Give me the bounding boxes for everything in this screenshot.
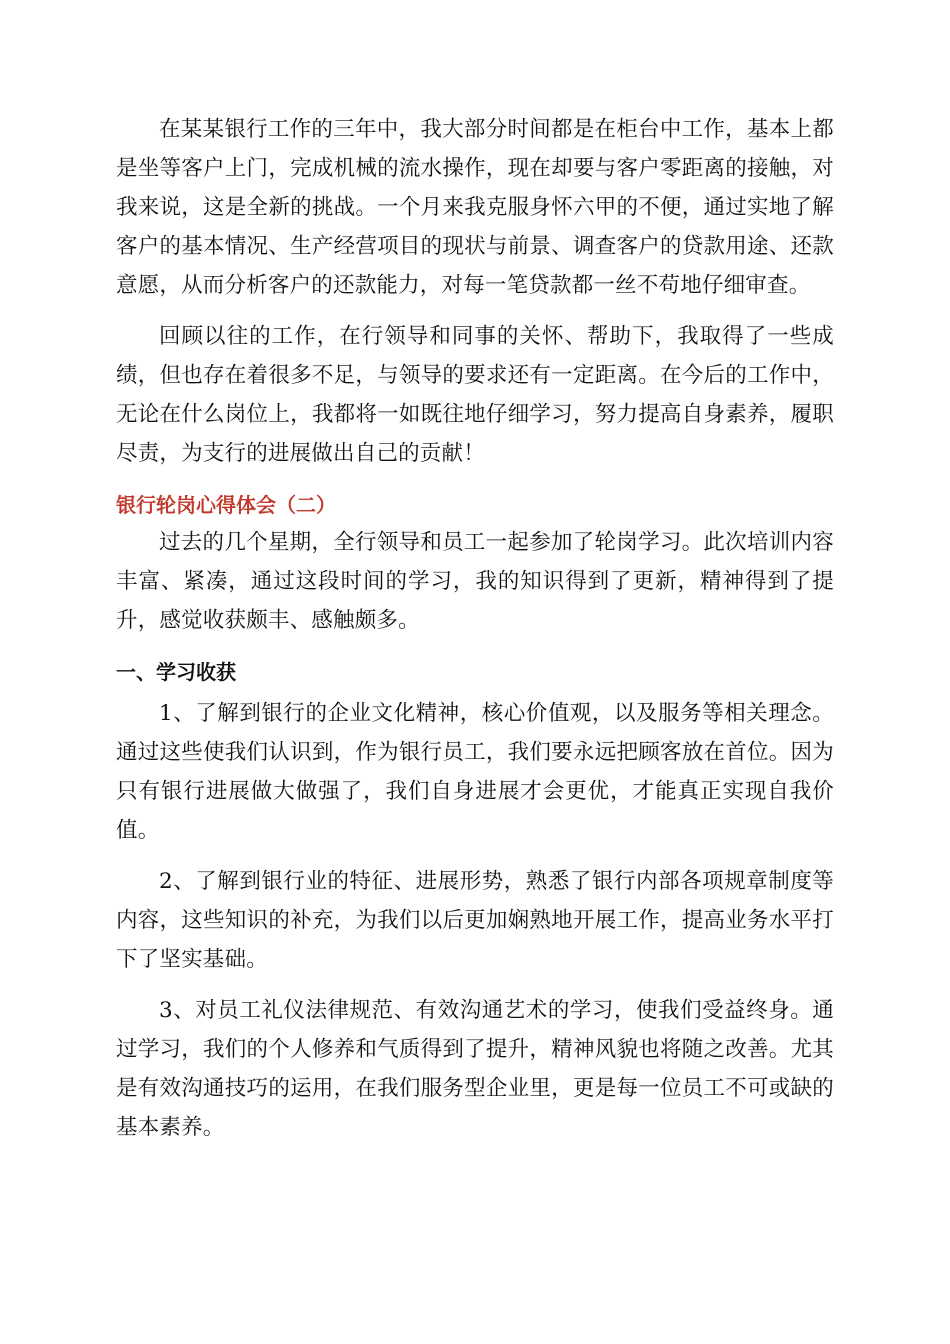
intro-paragraph: 过去的几个星期，全行领导和员工一起参加了轮岗学习。此次培训内容丰富、紧凑，通过这段时间的学习，我的知识得到了更新，精神得到了提升，感觉收获颇丰、感触颇多。 bbox=[116, 530, 834, 633]
list-item: 2、了解到银行业的特征、进展形势，熟悉了银行内部各项规章制度等内容，这些知识的补充，为我们以后更加娴熟地开展工作，提高业务水平打下了坚实基础。 bbox=[116, 869, 834, 972]
document-page bbox=[116, 110, 834, 1147]
subheading: 一、学习收获 bbox=[116, 660, 236, 684]
list-item: 1、了解到银行的企业文化精神，核心价值观，以及服务等相关理念。通过这些使我们认识到，作为银行员工，我们要永远把顾客放在首位。因为只有银行进展做大做强了，我们自身进展才会更优，才能真正实现自我价值。 bbox=[116, 701, 834, 843]
list-item: 3、对员工礼仪法律规范、有效沟通艺术的学习，使我们受益终身。通过学习，我们的个人修养和气质得到了提升，精神风貌也将随之改善。尤其是有效沟通技巧的运用，在我们服务型企业里，更是每一位员工不可或缺的基本素养。 bbox=[116, 998, 834, 1140]
section-title: 银行轮岗心得体会（二） bbox=[116, 493, 336, 517]
body-paragraph: 回顾以往的工作，在行领导和同事的关怀、帮助下，我取得了一些成绩，但也存在着很多不足，与领导的要求还有一定距离。在今后的工作中，无论在什么岗位上，我都将一如既往地仔细学习，努力提高自身素养，履职尽责，为支行的进展做出自己的贡献！ bbox=[116, 324, 834, 466]
body-paragraph: 在某某银行工作的三年中，我大部分时间都是在柜台中工作，基本上都是坐等客户上门，完成机械的流水操作，现在却要与客户零距离的接触，对我来说，这是全新的挑战。一个月来我克服身怀六甲的不便，通过实地了解客户的基本情况、生产经营项目的现状与前景、调查客户的贷款用途、还款意愿，从而分析客户的还款能力，对每一笔贷款都一丝不苟地仔细审查。 bbox=[116, 117, 834, 298]
